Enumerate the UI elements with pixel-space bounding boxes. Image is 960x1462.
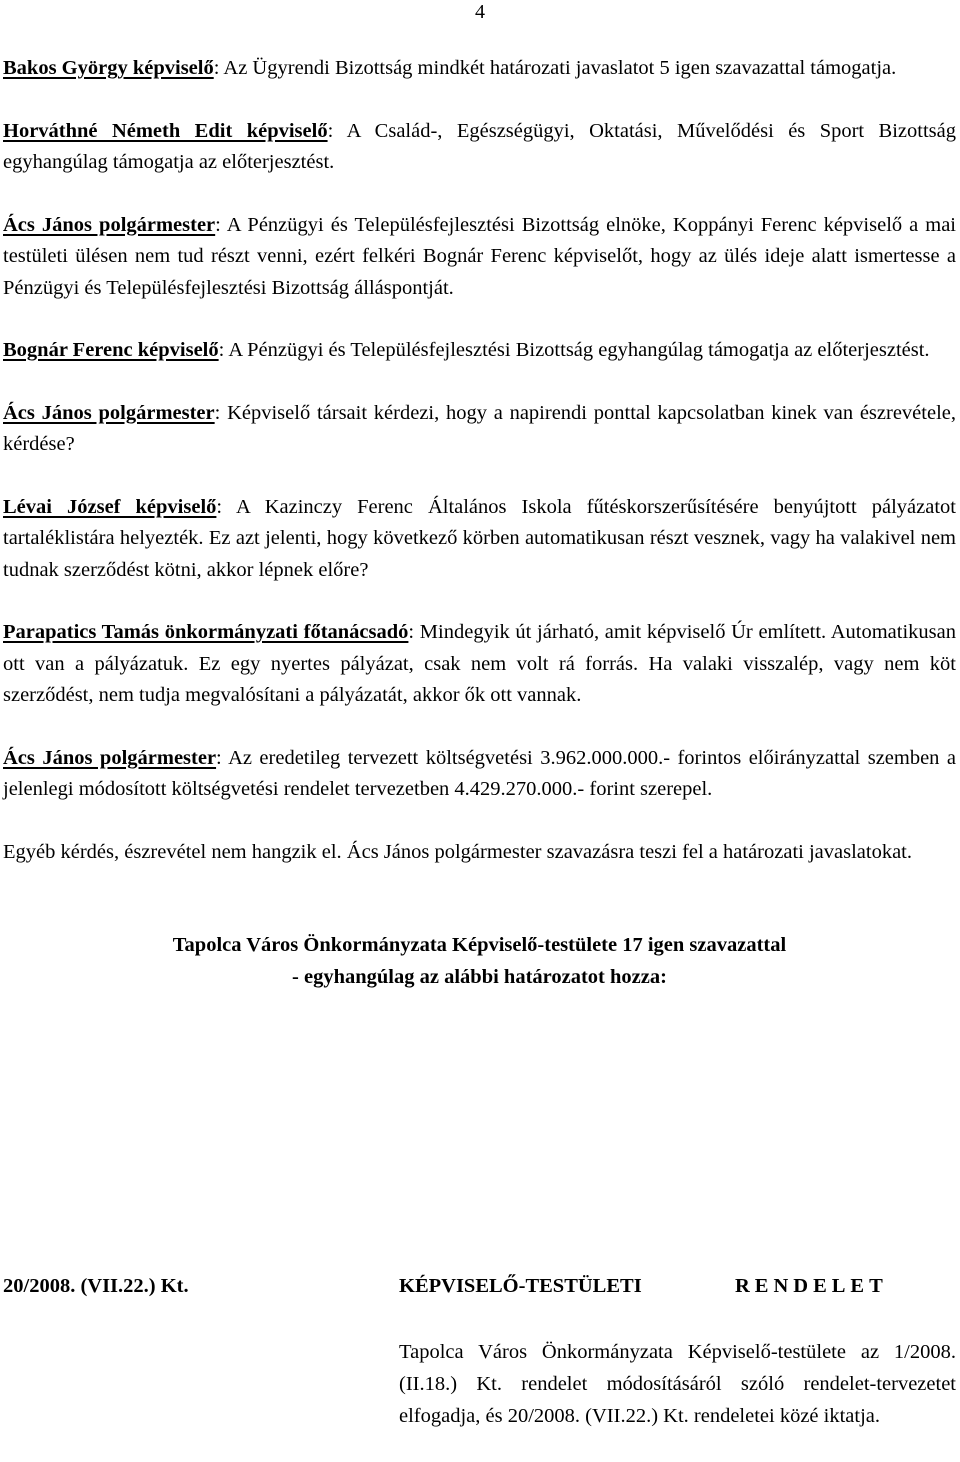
decree-word: RENDELET: [735, 1275, 888, 1297]
resolution-line-1: Tapolca Város Önkormányzata Képviselő-testülete 17 igen szavazattal: [172, 934, 787, 956]
statement-text: : Mindegyik út járható, amit képviselő Úr említett. Automatikusan ott van a pályázatuk. Ez egy nyertes pályázat, csak nem volt rá forrás. Ha valaki visszalép, vagy nem köt szerződést, nem tudja megvalósítani a pályázatát, akkor ők ott vannak.: [3, 621, 956, 706]
minutes-paragraph: [3, 743, 956, 806]
minutes-paragraph: [3, 210, 956, 305]
statement-text: : A Pénzügyi és Településfejlesztési Bizottság elnöke, Koppányi Ferenc képviselő a mai testületi ülésen nem tud részt venni, ezért felkéri Bognár Ferenc képviselőt, hogy az ülés ideje alatt ismertesse a Pénzügyi és Településfejlesztési Bizottság álláspontját.: [3, 213, 957, 299]
decree-number: 20/2008. (VII.22.) Kt.: [3, 1275, 189, 1297]
minutes-body: [3, 53, 956, 993]
minutes-paragraph: [3, 116, 956, 179]
minutes-paragraph: [3, 398, 956, 461]
minutes-paragraph: [3, 617, 956, 712]
statement-text: Egyéb kérdés, észrevétel nem hangzik el. Ács János polgármester szavazásra teszi fel a határozati javaslatokat.: [3, 840, 912, 863]
minutes-paragraph: [3, 335, 956, 367]
speaker-name: Lévai József képviselő: [3, 495, 217, 518]
resolution-line-2: - egyhangúlag az alábbi határozatot hozza:: [292, 965, 667, 988]
speaker-name: Horváthné Németh Edit képviselő: [3, 119, 328, 142]
speaker-name: Ács János polgármester: [3, 213, 216, 236]
minutes-paragraph: [3, 53, 956, 85]
statement-text: : A Pénzügyi és Településfejlesztési Bizottság egyhangúlag támogatja az előterjesztést.: [218, 339, 930, 361]
statement-text: : A Család-, Egészségügyi, Oktatási, Művelődési és Sport Bizottság egyhangúlag támogatja az előterjesztést.: [3, 119, 956, 173]
speaker-name: Bakos György képviselő: [3, 57, 214, 79]
page-number: 4: [475, 1, 485, 23]
statement-text: : Az eredetileg tervezett költségvetési 3.962.000.000.- forintos előirányzattal szemben a jelenlegi módosított költségvetési rendelet tervezetben 4.429.270.000.- forint szerepel.: [3, 746, 956, 800]
decree-type: KÉPVISELŐ-TESTÜLETI: [399, 1275, 642, 1297]
resolution-heading: [3, 930, 956, 993]
speaker-name: Bognár Ferenc képviselő: [3, 339, 219, 361]
minutes-paragraph: [3, 837, 956, 869]
statement-text: : Az Ügyrendi Bizottság mindkét határozati javaslatot 5 igen szavazattal támogatja.: [213, 57, 897, 79]
decree-text: Tapolca Város Önkormányzata Képviselő-testülete az 1/2008. (II.18.) Kt. rendelet módosításáról szóló rendelet-tervezetet elfogadja, és 20/2008. (VII.22.) Kt. rendeletei közé iktatja.: [399, 1341, 956, 1427]
speaker-name: Ács János polgármester: [3, 746, 217, 769]
minutes-paragraph: [3, 492, 956, 587]
speaker-name: Parapatics Tamás önkormányzati főtanácsadó: [3, 621, 409, 643]
speaker-name: Ács János polgármester: [3, 401, 215, 424]
statement-text: : Képviselő társait kérdezi, hogy a napirendi ponttal kapcsolatban kinek van észrevétele, kérdése?: [3, 401, 956, 455]
statement-text: : A Kazinczy Ferenc Általános Iskola fűtéskorszerűsítésére benyújtott pályázatot tartaléklistára helyezték. Ez azt jelenti, hogy következő körben automatikusan részt vesznek, vagy ha valakivel nem tudnak szerződést kötni, akkor lépnek előre?: [3, 495, 956, 581]
